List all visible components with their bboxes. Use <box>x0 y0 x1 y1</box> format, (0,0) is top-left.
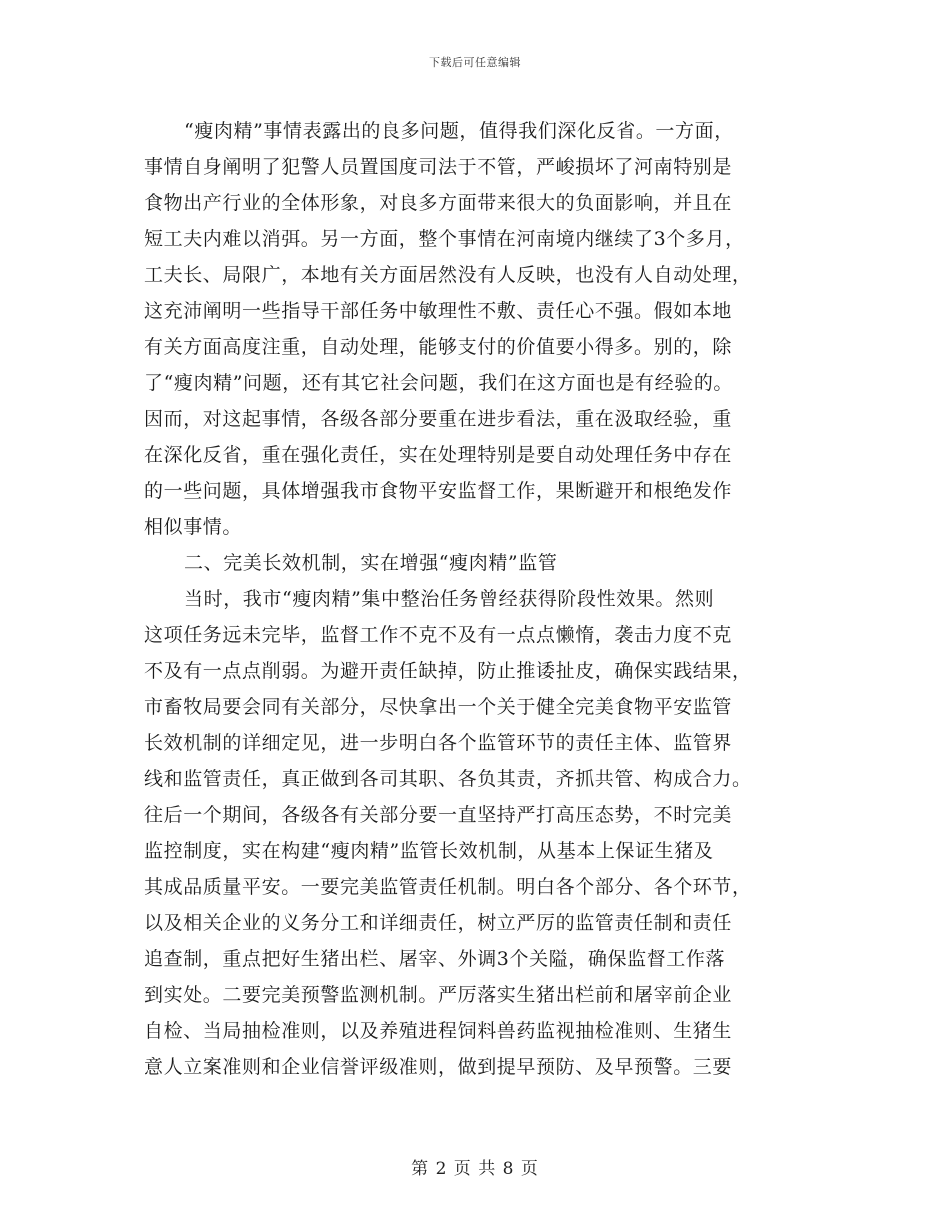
paragraph-line: 市畜牧局要会同有关部分，尽快拿出一个关于健全完美食物平安监管 <box>144 696 733 718</box>
paragraph-line: 事情自身阐明了犯警人员置国度司法于不管，严峻损坏了河南特别是 <box>144 156 733 178</box>
paragraph-line: 短工夫内难以消弭。另一方面，整个事情在河南境内继续了3个多月， <box>144 228 745 250</box>
document-body <box>144 113 806 1085</box>
paragraph-line: 当时，我市“瘦肉精”集中整治任务曾经获得阶段性效果。然则 <box>184 588 715 610</box>
paragraph-line: 的一些问题，具体增强我市食物平安监督工作，果断避开和根绝发作 <box>144 480 733 502</box>
paragraph-line: “瘦肉精”事情表露出的良多问题，值得我们深化反省。一方面， <box>184 120 734 142</box>
paragraph-line: 其成品质量平安。一要完美监管责任机制。明白各个部分、各个环节， <box>144 876 752 898</box>
paragraph-line: 意人立案准则和企业信誉评级准则，做到提早预防、及早预警。三要 <box>144 1056 733 1078</box>
paragraph-line: 了“瘦肉精”问题，还有其它社会问题，我们在这方面也是有经验的。 <box>144 372 734 394</box>
paragraph-line: 这充沛阐明一些指导干部任务中敏理性不敷、责任心不强。假如本地 <box>144 300 733 322</box>
paragraph-line: 相似事情。 <box>144 516 243 538</box>
paragraph-line: 线和监管责任，真正做到各司其职、各负其责，齐抓共管、构成合力。 <box>144 768 752 790</box>
paragraph-line: 往后一个期间，各级各有关部分要一直坚持严打高压态势，不时完美 <box>144 804 733 826</box>
page-header-note: 下载后可任意编辑 <box>429 56 521 69</box>
paragraph-line: 有关方面高度注重，自动处理，能够支付的价值要小得多。别的，除 <box>144 336 733 358</box>
section-heading: 二、完美长效机制，实在增强“瘦肉精”监管 <box>184 552 558 574</box>
paragraph-line: 监控制度，实在构建“瘦肉精”监管长效机制，从基本上保证生猪及 <box>144 840 714 862</box>
paragraph-line: 工夫长、局限广，本地有关方面居然没有人反映，也没有人自动处理， <box>144 264 752 286</box>
paragraph-line: 食物出产行业的全体形象，对良多方面带来很大的负面影响，并且在 <box>144 192 733 214</box>
paragraph-line: 因而，对这起事情，各级各部分要重在进步看法，重在汲取经验，重 <box>144 408 733 430</box>
paragraph-line: 到实处。二要完美预警监测机制。严厉落实生猪出栏前和屠宰前企业 <box>144 984 733 1006</box>
paragraph-line: 不及有一点点削弱。为避开责任缺掉，防止推诿扯皮，确保实践结果， <box>144 660 752 682</box>
page-number-footer: 第 2 页 共 8 页 <box>411 1159 539 1179</box>
paragraph-line: 这项任务远未完毕，监督工作不克不及有一点点懒惰，袭击力度不克 <box>144 624 733 646</box>
paragraph-line: 以及相关企业的义务分工和详细责任，树立严厉的监管责任制和责任 <box>144 912 733 934</box>
paragraph-line: 自检、当局抽检准则，以及养殖进程饲料兽药监视抽检准则、生猪生 <box>144 1020 733 1042</box>
paragraph-line: 在深化反省，重在强化责任，实在处理特别是要自动处理任务中存在 <box>144 444 733 466</box>
paragraph-line: 长效机制的详细定见，进一步明白各个监管环节的责任主体、监管界 <box>144 732 733 754</box>
paragraph-line: 追查制，重点把好生猪出栏、屠宰、外调3个关隘，确保监督工作落 <box>144 948 726 970</box>
